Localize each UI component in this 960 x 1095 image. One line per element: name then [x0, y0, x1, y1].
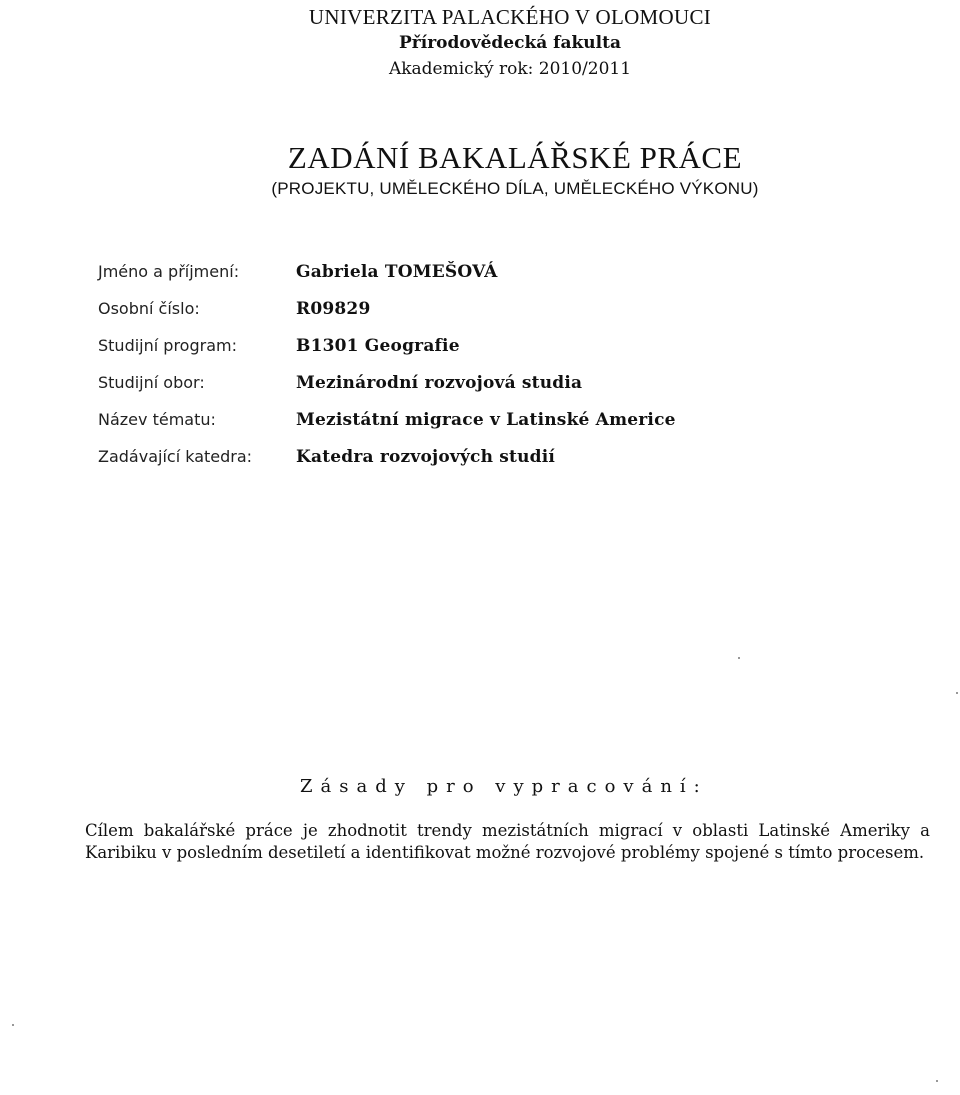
scan-speck [956, 692, 958, 694]
field-label: Osobní číslo: [98, 299, 200, 318]
scan-speck [738, 657, 740, 659]
field-study-program [98, 327, 878, 364]
title-block [0, 138, 960, 200]
field-name [98, 253, 878, 290]
field-department [98, 438, 878, 475]
academic-year: Akademický rok: 2010/2011 [388, 59, 632, 79]
field-value: Katedra rozvojových studií [296, 446, 556, 467]
document-title: ZADÁNÍ BAKALÁŘSKÉ PRÁCE [287, 140, 743, 175]
field-personal-number [98, 290, 878, 327]
document-header [0, 4, 960, 82]
student-info [98, 253, 878, 475]
field-label: Studijní obor: [98, 373, 205, 392]
field-label: Název tématu: [98, 410, 216, 429]
faculty-name: Přírodovědecká fakulta [399, 33, 621, 53]
document-subtitle: (PROJEKTU, UMĚLECKÉHO DÍLA, UMĚLECKÉHO VÝKONU) [271, 179, 759, 198]
scan-speck [12, 1024, 14, 1026]
field-value: B1301 Geografie [296, 335, 460, 356]
scan-speck [936, 1080, 938, 1082]
field-value: Mezinárodní rozvojová studia [296, 372, 583, 393]
field-value: Gabriela TOMEŠOVÁ [296, 261, 498, 282]
field-label: Zadávající katedra: [98, 447, 253, 466]
field-value: R09829 [296, 298, 371, 319]
section-text: Cílem bakalářské práce je zhodnotit trendy mezistátních migrací v oblasti Latinské Ameriky a Karibiku v posledním desetiletí a identifikovat možné rozvojové problémy spojené s tímto procesem. [85, 821, 930, 862]
field-label: Jméno a příjmení: [98, 262, 240, 281]
field-topic [98, 401, 878, 438]
university-name: UNIVERZITA PALACKÉHO V OLOMOUCI [308, 5, 712, 29]
field-value: Mezistátní migrace v Latinské Americe [296, 409, 676, 430]
field-label: Studijní program: [98, 336, 237, 355]
field-study-field [98, 364, 878, 401]
section-heading: Zásady pro vypracování: [300, 776, 708, 797]
